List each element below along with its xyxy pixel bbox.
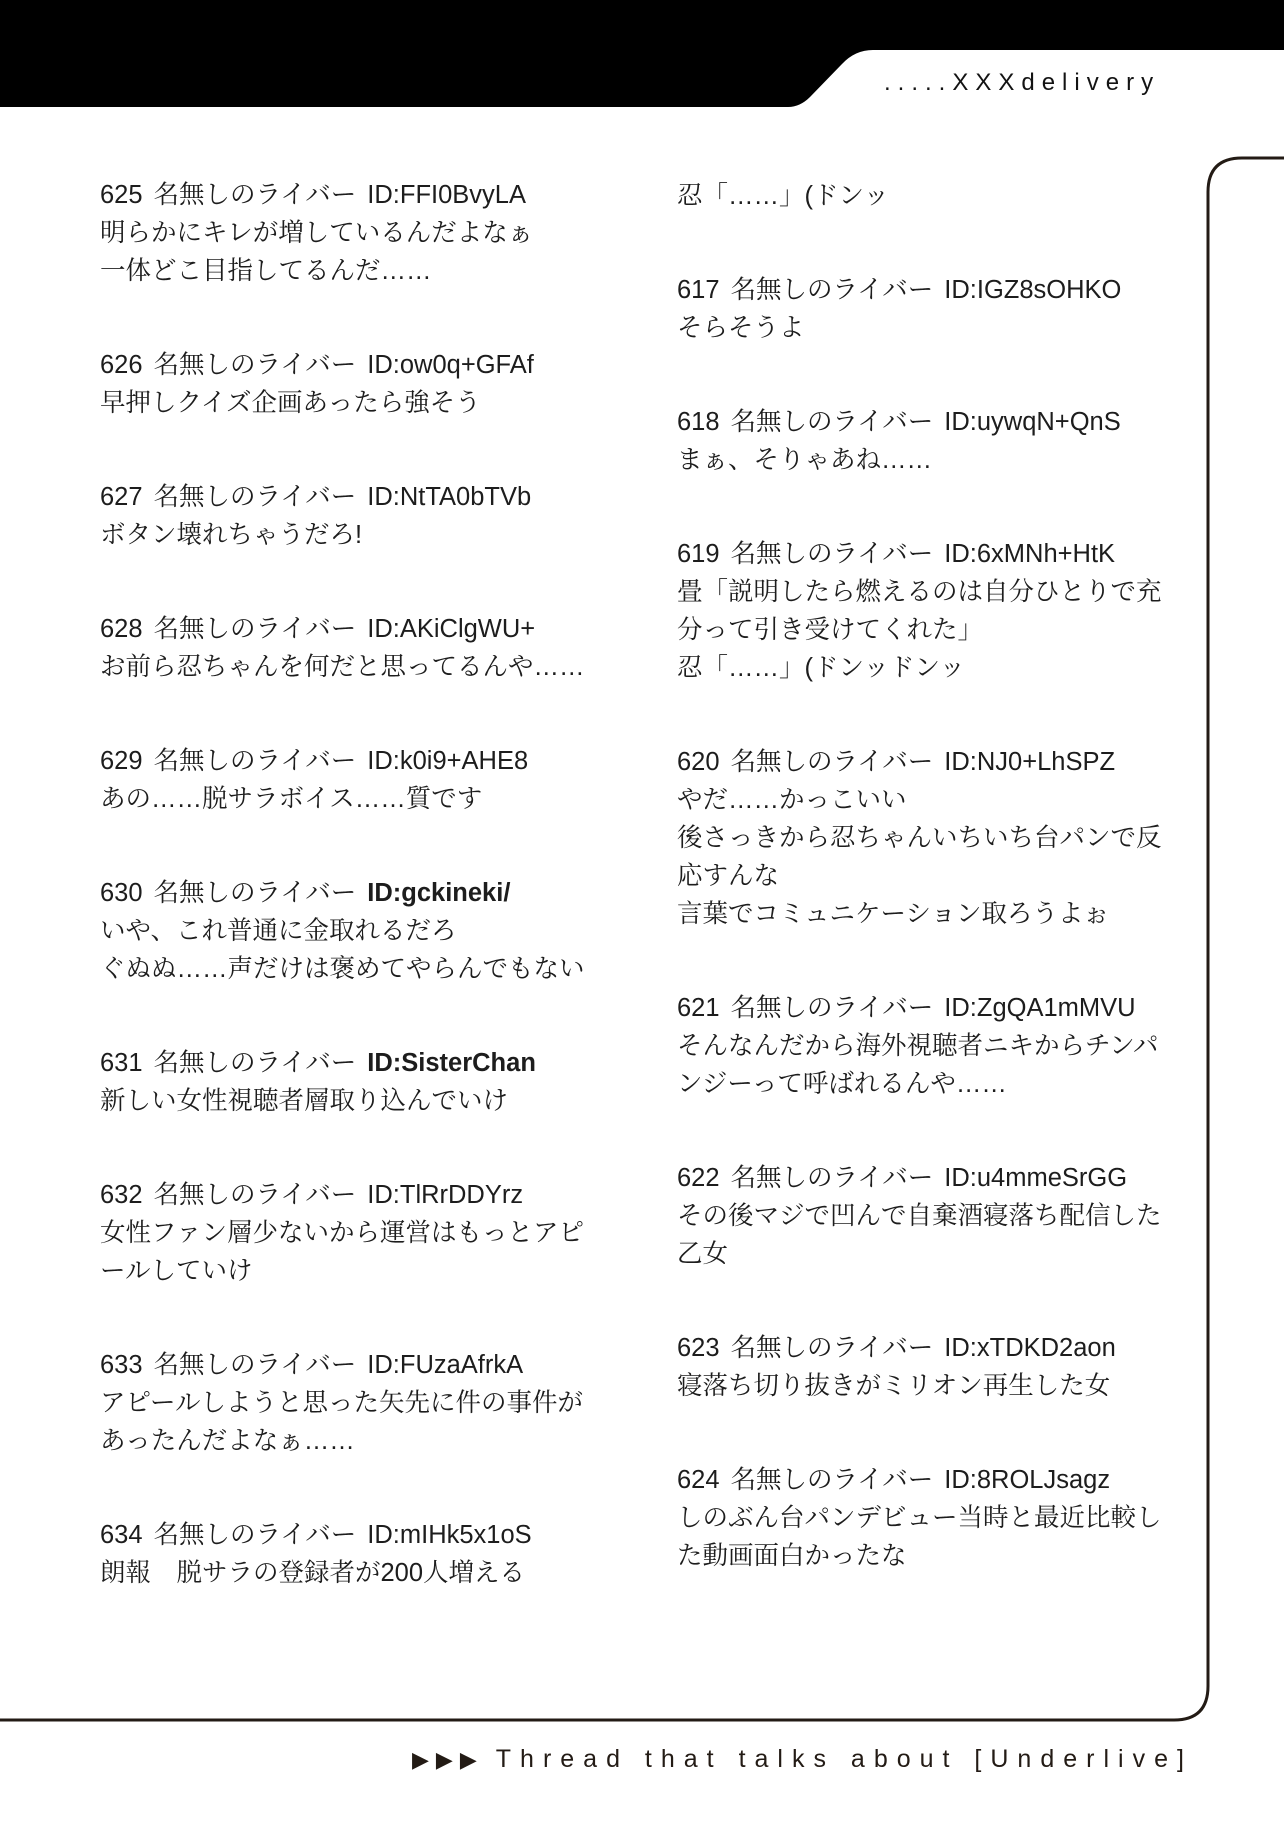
thread-column-right [677,177,1163,1631]
post-author: 名無しのライバー [730,1334,934,1362]
post-line: アピールしようと思った矢先に件の事件が [100,1389,583,1417]
post-author: 名無しのライバー [730,1466,934,1494]
post-header [100,346,586,384]
post-author: 名無しのライバー [730,994,934,1022]
post-author: 名無しのライバー [153,483,357,511]
post-header [100,176,586,214]
post-id: ID:FFI0BvyLA [367,181,526,209]
post-line: ンジーって呼ばれるんや…… [677,1070,1007,1098]
post-id: ID:gckineki/ [367,879,511,907]
post-author: 名無しのライバー [153,1049,357,1077]
post-author: 名無しのライバー [153,1181,357,1209]
post-line: 女性ファン層少ないから運営はもっとアピ [100,1219,584,1247]
post-line: 乙女 [677,1240,729,1268]
post-header [100,478,586,516]
post-number: 631 [100,1049,143,1077]
post-author: 名無しのライバー [153,1521,357,1549]
post-id: ID:NJ0+LhSPZ [944,748,1116,776]
post [677,535,1163,687]
post-line: ぐぬぬ……声だけは褒めてやらんでもない [100,955,585,983]
post-header [100,1044,586,1082]
post-header [677,403,1163,441]
post-number: 624 [677,1466,720,1494]
post [677,1461,1163,1575]
post [100,1346,586,1460]
post [100,1176,586,1290]
thread-column-left [100,176,586,1648]
post [677,403,1163,479]
brand-text: .....XXXdelivery [884,69,1161,96]
post-line: 忍「……」(ドンッドンッ [677,654,965,682]
post-number: 621 [677,994,720,1022]
post [677,989,1163,1103]
post-number: 629 [100,747,143,775]
post-id: ID:ZgQA1mMVU [944,994,1136,1022]
post [100,478,586,554]
post-number: 617 [677,276,720,304]
post-line: あの……脱サラボイス……質です [100,785,483,813]
post-id: ID:uywqN+QnS [944,408,1121,436]
post-number: 626 [100,351,143,379]
post-header [100,1346,586,1384]
post-header [677,1159,1163,1197]
post-line: 言葉でコミュニケーション取ろうよぉ [677,900,1109,928]
post-line: 明らかにキレが増しているんだよなぁ [100,219,534,247]
post-author: 名無しのライバー [730,1164,934,1192]
post [100,176,586,290]
post-number: 618 [677,408,720,436]
post-header [677,1461,1163,1499]
post-id: ID:ow0q+GFAf [367,351,534,379]
post-header [677,1329,1163,1367]
post-header [677,743,1163,781]
post-header [100,1176,586,1214]
post [100,346,586,422]
post [100,874,586,988]
post-author: 名無しのライバー [730,408,934,436]
post [677,271,1163,347]
post-line: ールしていけ [100,1257,253,1285]
post-id: ID:6xMNh+HtK [944,540,1116,568]
post-id: ID:xTDKD2aon [944,1334,1116,1362]
post-number: 622 [677,1164,720,1192]
post-number: 630 [100,879,143,907]
post-line: その後マジで凹んで自棄酒寝落ち配信した [677,1202,1162,1230]
post-number: 633 [100,1351,143,1379]
post-header [677,271,1163,309]
post-line: そらそうよ [677,314,805,342]
post-line: 新しい女性視聴者層取り込んでいけ [100,1087,509,1115]
post-line: そんなんだから海外視聴者ニキからチンパ [677,1032,1159,1060]
post-author: 名無しのライバー [730,748,934,776]
post-line: 一体どこ目指してるんだ…… [100,257,432,285]
post-line: 分って引き受けてくれた」 [677,616,984,644]
post-author: 名無しのライバー [153,615,357,643]
post-line: 忍「……」(ドンッ [677,182,889,210]
post-number: 619 [677,540,720,568]
post-author: 名無しのライバー [153,181,357,209]
post-number: 627 [100,483,143,511]
post [100,610,586,686]
post-author: 名無しのライバー [730,276,934,304]
post-author: 名無しのライバー [153,879,357,907]
post-author: 名無しのライバー [153,351,357,379]
post-author: 名無しのライバー [730,540,934,568]
post-number: 628 [100,615,143,643]
post-line: まぁ、そりゃあね…… [677,446,933,474]
post-id: ID:u4mmeSrGG [944,1164,1128,1192]
post-line: 朗報 脱サラの登録者が200人増える [100,1559,526,1587]
post-id: ID:IGZ8sOHKO [944,276,1122,304]
post-id: ID:mIHk5x1oS [367,1521,532,1549]
post-header [100,874,586,912]
post-number: 634 [100,1521,143,1549]
post [100,742,586,818]
post [100,1516,586,1592]
post-id: ID:8ROLJsagz [944,1466,1111,1494]
post-number: 620 [677,748,720,776]
post-id: ID:NtTA0bTVb [367,483,532,511]
post-line: 畳「説明したら燃えるのは自分ひとりで充 [677,578,1162,606]
post-line: お前ら忍ちゃんを何だと思ってるんや…… [100,653,585,681]
post-line: 早押しクイズ企画あったら強そう [100,389,481,417]
footer [412,1744,1193,1775]
post-author: 名無しのライバー [153,1351,357,1379]
post-id: ID:FUzaAfrkA [367,1351,524,1379]
post-number: 632 [100,1181,143,1209]
footer-arrows-icon: ▶▶▶ [412,1747,484,1772]
post-line: 寝落ち切り抜きがミリオン再生した女 [677,1372,1111,1400]
post-header [100,610,586,648]
post-number: 623 [677,1334,720,1362]
post-header [677,535,1163,573]
post-line: ボタン壊れちゃうだろ! [100,521,363,549]
footer-title: Thread that talks about [Underlive] [495,1745,1193,1773]
post-id: ID:AKiClgWU+ [367,615,536,643]
post-line: 応すんな [677,862,780,890]
post-author: 名無しのライバー [153,747,357,775]
post-header [100,1516,586,1554]
post-id: ID:SisterChan [367,1049,536,1077]
post [100,1044,586,1120]
post-id: ID:k0i9+AHE8 [367,747,529,775]
post-header [100,742,586,780]
post-line: いや、これ普通に金取れるだろ [100,917,457,945]
post-line: やだ……かっこいい [677,786,907,814]
post-number: 625 [100,181,143,209]
post [677,1329,1163,1405]
post-line: た動画面白かったな [677,1542,907,1570]
post [677,743,1163,933]
post-header [677,989,1163,1027]
post-continuation [677,177,1163,215]
post-line: 後さっきから忍ちゃんいちいち台パンで反 [677,824,1162,852]
post-line: しのぶん台パンデビュー当時と最近比較し [677,1504,1162,1532]
post [677,1159,1163,1273]
post-line: あったんだよなぁ…… [100,1427,355,1455]
post-id: ID:TlRrDDYrz [367,1181,524,1209]
